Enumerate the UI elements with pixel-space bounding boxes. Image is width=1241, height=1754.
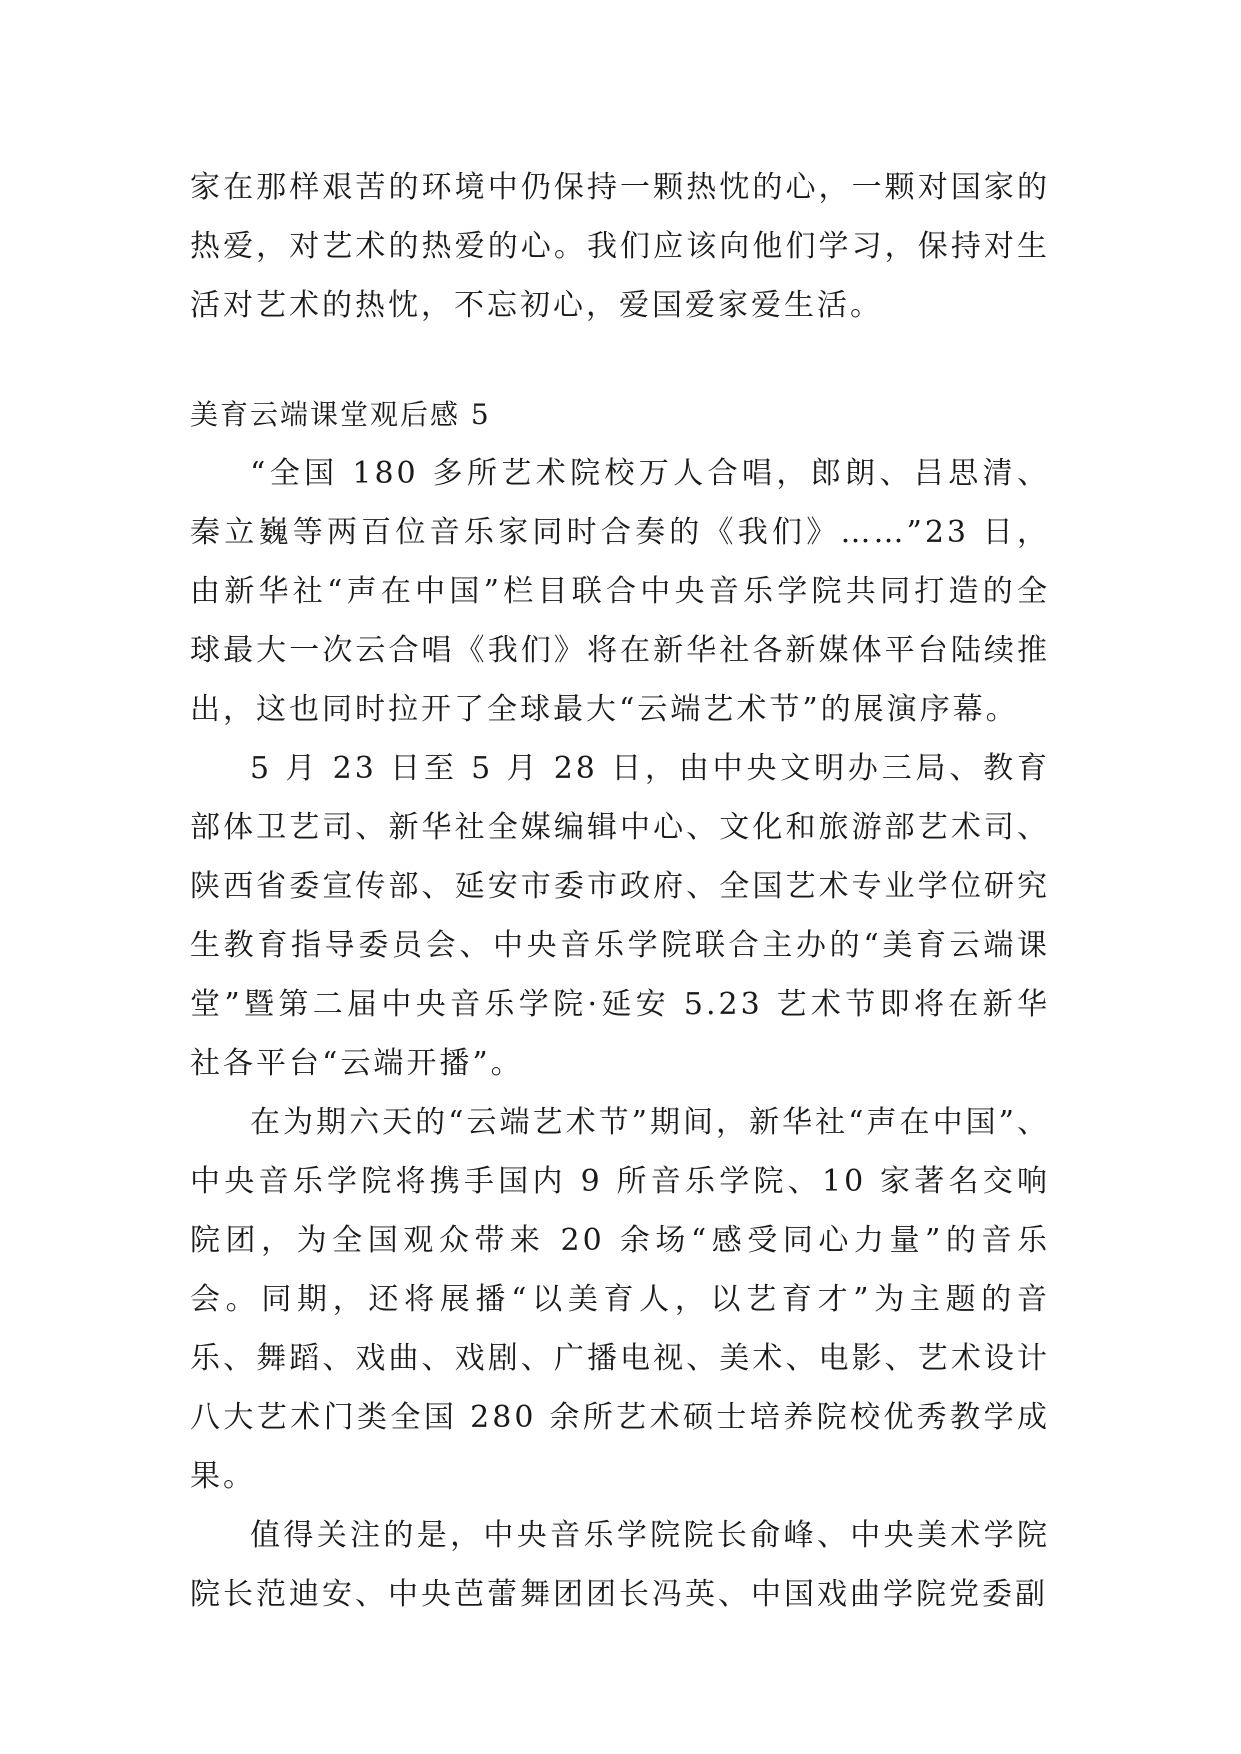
section-heading: 美育云端课堂观后感 5: [190, 398, 491, 431]
document-body: [190, 158, 1050, 1624]
continuation-paragraph: 家在那样艰苦的环境中仍保持一颗热忱的心，一颗对国家的热爱，对艺术的热爱的心。我们应该向他们学习，保持对生活对艺术的热忱，不忘初心，爱国爱家爱生活。: [190, 170, 1050, 323]
paragraph-4: 值得关注的是，中央音乐学院院长俞峰、中央美术学院院长范迪安、中央芭蕾舞团团长冯英、中国戏曲学院党委副: [190, 1518, 1050, 1612]
paragraph-1: “全国 180 多所艺术院校万人合唱，郎朗、吕思清、秦立巍等两百位音乐家同时合奏的《我们》……”23 日，由新华社“声在中国”栏目联合中央音乐学院共同打造的全球最大一次云合唱《我们》将在新华社各新媒体平台陆续推出，这也同时拉开了全球最大“云端艺术节”的展演序幕。: [190, 456, 1050, 727]
paragraph-3: 在为期六天的“云端艺术节”期间，新华社“声在中国”、中央音乐学院将携手国内 9 所音乐学院、10 家著名交响院团，为全国观众带来 20 余场“感受同心力量”的音乐会。同期，还将展播“以美育人，以艺育才”为主题的音乐、舞蹈、戏曲、戏剧、广播电视、美术、电影、艺术设计八大艺术门类全国 280 余所艺术硕士培养院校优秀教学成果。: [190, 1105, 1050, 1494]
paragraph-2: 5 月 23 日至 5 月 28 日，由中央文明办三局、教育部体卫艺司、新华社全媒编辑中心、文化和旅游部艺术司、陕西省委宣传部、延安市委市政府、全国艺术专业学位研究生教育指导委员会、中央音乐学院联合主办的“美育云端课堂”暨第二届中央音乐学院·延安 5.23 艺术节即将在新华社各平台“云端开播”。: [190, 751, 1050, 1081]
